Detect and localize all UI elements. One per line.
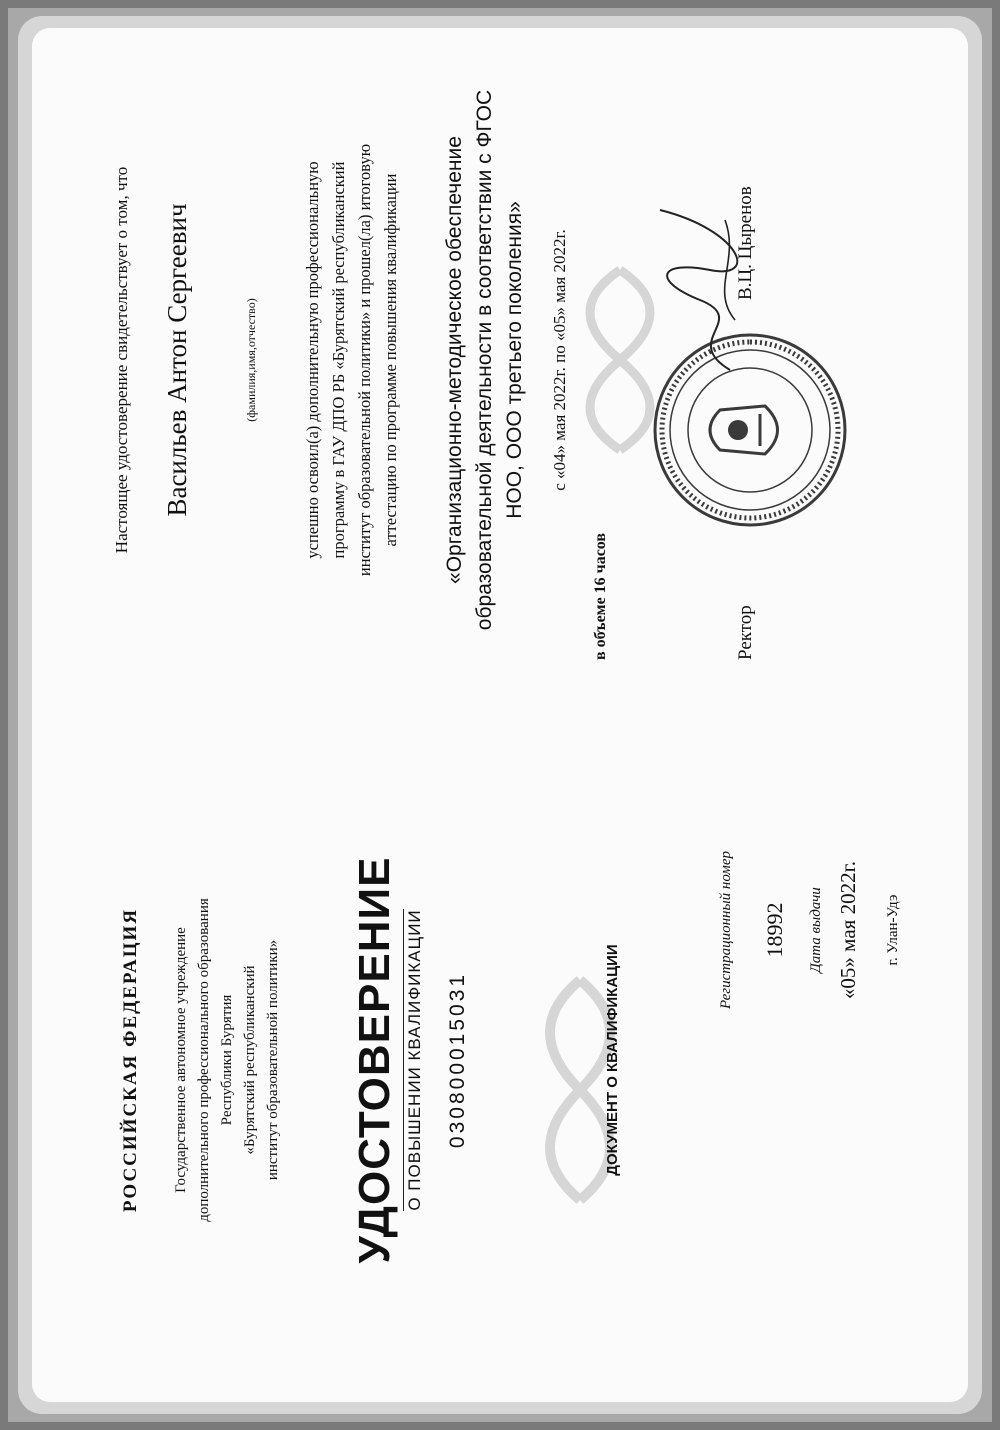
country-title: РОССИЙСКАЯ ФЕДЕРАЦИЯ [120,907,141,1213]
rector-name: В.Ц. Цыренов [735,186,756,300]
intro-text: Настоящее удостоверение свидетельствует о том, что [112,166,131,554]
document-title: УДОСТОВЕРЕНИЕ [350,856,399,1264]
training-period: с «04» мая 2022г. по «05» мая 2022г. [550,229,569,491]
completion-statement: успешно освоил(а) дополнительную профессиональную программу в ГАУ ДПО РБ «Бурятский республиканский институт образовательной политики» и прошел(ла) итоговую аттестацию по программе повышения квалификации [303,143,400,577]
cover-page [0,730,1000,1390]
registration-label: Регистрационный номер [718,851,734,1010]
rector-label: Ректор [735,605,756,660]
program-title: «Организационно-методическое обеспечение образовательной деятельности в соответствии с ФГОС НОО, ООО третьего поколения» [443,89,526,631]
content-page [0,40,1000,680]
document-type: ДОКУМЕНТ О КВАЛИФИКАЦИИ [604,944,621,1176]
serial-number: 030800015031 [446,971,469,1149]
watermark-emblem [520,960,640,1220]
document-subtitle: О ПОВЫШЕНИИ КВАЛИФИКАЦИИ [405,909,424,1211]
registration-number: 18992 [762,902,787,958]
recipient-name: Васильев Антон Сергеевич [162,203,192,517]
organization-name: Государственное автономное учреждение дополнительного профессионального образования Республики Бурятия «Бурятский республиканский институт образовательной политики» [173,898,281,1222]
recipient-name-caption: (фамилия,имя,отчество) [244,298,258,422]
issue-city: г. Улан-Удэ [885,894,901,966]
training-volume: в объеме 16 часов [592,532,609,660]
issue-date: «05» мая 2022г. [836,860,860,1000]
issue-date-label: Дата выдачи [808,887,824,973]
